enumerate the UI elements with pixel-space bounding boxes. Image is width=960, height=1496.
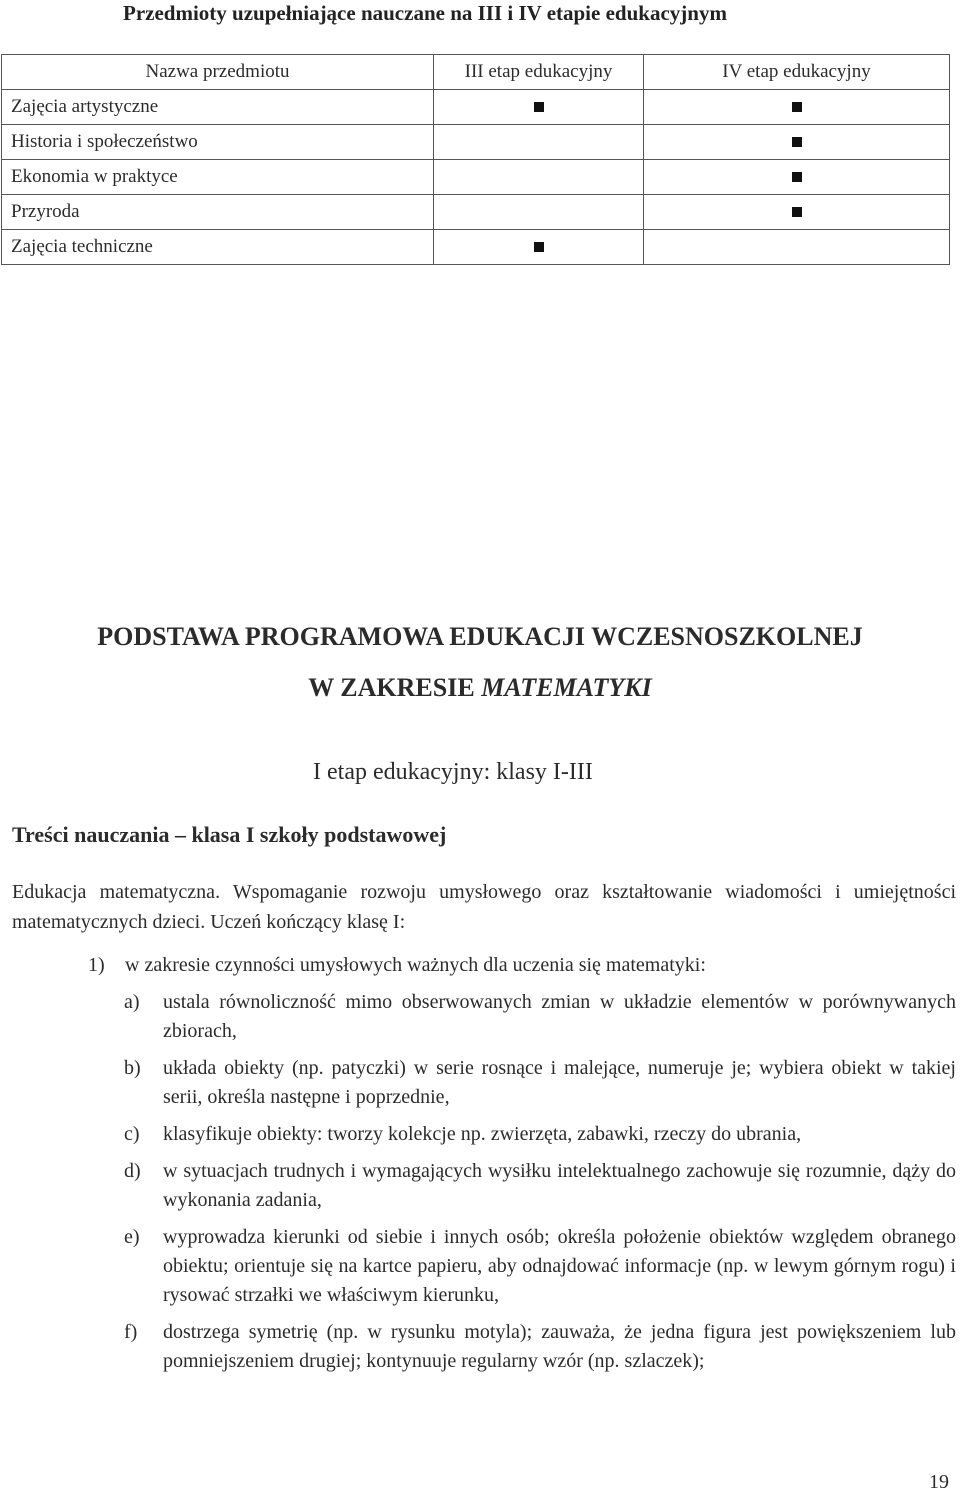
sub-item [124, 1157, 956, 1215]
table-row [2, 195, 950, 230]
subject-name-cell: Przyroda [2, 195, 434, 230]
sub-item [124, 1318, 956, 1376]
table-caption: Przedmioty uzupełniające nauczane na III i IV etapie edukacyjnym [123, 1, 727, 25]
square-bullet-icon [792, 207, 802, 217]
subject-name-cell: Ekonomia w praktyce [2, 160, 434, 195]
subjects-table [1, 54, 950, 265]
stage-iii-cell [434, 90, 644, 125]
sub-title-subject: MATEMATYKI [481, 673, 652, 702]
main-title: PODSTAWA PROGRAMOWA EDUKACJI WCZESNOSZKOLNEJ [97, 622, 863, 651]
sub-item-text: wyprowadza kierunki od siebie i innych osób; określa położenie obiektów względem obranego obiektu; orientuje się na kartce papieru, aby odnajdować informacje (np. w lewym górnym rogu) i rysować strzałki we właściwym kierunku, [163, 1226, 956, 1306]
page-number: 19 [929, 1471, 949, 1493]
stage-iv-cell [644, 90, 950, 125]
sub-item [124, 1120, 956, 1149]
list-item-1 [88, 950, 948, 980]
header-stage-iv: IV etap edukacyjny [644, 55, 950, 90]
square-bullet-icon [534, 102, 544, 112]
sub-item-label: a) [124, 991, 140, 1013]
table-row [2, 125, 950, 160]
table-row [2, 230, 950, 265]
table-body [2, 90, 950, 265]
header-subject-name: Nazwa przedmiotu [2, 55, 434, 90]
intro-paragraph: Edukacja matematyczna. Wspomaganie rozwoju umysłowego oraz kształtowanie wiadomości i umiejętności matematycznych dzieci. Uczeń kończący klasę I: [12, 881, 956, 933]
sub-item-text: w sytuacjach trudnych i wymagających wysiłku intelektualnego zachowuje się rozumnie, dąży do wykonania zadania, [163, 1160, 956, 1211]
sub-item-list [124, 988, 956, 1384]
stage-label: I etap edukacyjny: klasy I-III [313, 759, 593, 785]
table-row [2, 90, 950, 125]
sub-item-label: b) [124, 1057, 141, 1079]
sub-item [124, 988, 956, 1046]
subject-name-cell: Zajęcia artystyczne [2, 90, 434, 125]
stage-iii-cell [434, 125, 644, 160]
stage-iv-cell [644, 160, 950, 195]
stage-iv-cell [644, 195, 950, 230]
list-item-text: w zakresie czynności umysłowych ważnych dla uczenia się matematyki: [125, 954, 706, 976]
square-bullet-icon [792, 137, 802, 147]
subject-name-cell: Historia i społeczeństwo [2, 125, 434, 160]
sub-item-label: c) [124, 1123, 140, 1145]
stage-iii-cell [434, 160, 644, 195]
sub-title-prefix: W ZAKRESIE [308, 673, 482, 702]
table-row [2, 160, 950, 195]
sub-item-label: d) [124, 1160, 141, 1182]
content-heading: Treści nauczania – klasa I szkoły podstawowej [12, 822, 447, 847]
sub-item-label: e) [124, 1226, 140, 1248]
sub-title [0, 671, 960, 705]
sub-item-text: układa obiekty (np. patyczki) w serie rosnące i malejące, numeruje je; wybiera obiekt w takiej serii, określa następne i poprzednie, [163, 1057, 956, 1108]
stage-iv-cell [644, 125, 950, 160]
sub-item [124, 1054, 956, 1112]
table-header-row [2, 55, 950, 90]
stage-iii-cell [434, 195, 644, 230]
square-bullet-icon [792, 102, 802, 112]
sub-item-label: f) [124, 1321, 138, 1343]
header-stage-iii: III etap edukacyjny [434, 55, 644, 90]
square-bullet-icon [792, 172, 802, 182]
list-item-number: 1) [88, 954, 105, 976]
sub-item [124, 1223, 956, 1310]
subject-name-cell: Zajęcia techniczne [2, 230, 434, 265]
stage-iv-cell [644, 230, 950, 265]
stage-iii-cell [434, 230, 644, 265]
sub-item-text: dostrzega symetrię (np. w rysunku motyla); zauważa, że jedna figura jest powiększeniem lub pomniejszeniem drugiej; kontynuuje regularny wzór (np. szlaczek); [163, 1321, 956, 1372]
sub-item-text: ustala równoliczność mimo obserwowanych zmian w układzie elementów w porównywanych zbiorach, [163, 991, 956, 1042]
sub-item-text: klasyfikuje obiekty: tworzy kolekcje np. zwierzęta, zabawki, rzeczy do ubrania, [163, 1123, 802, 1145]
square-bullet-icon [534, 242, 544, 252]
